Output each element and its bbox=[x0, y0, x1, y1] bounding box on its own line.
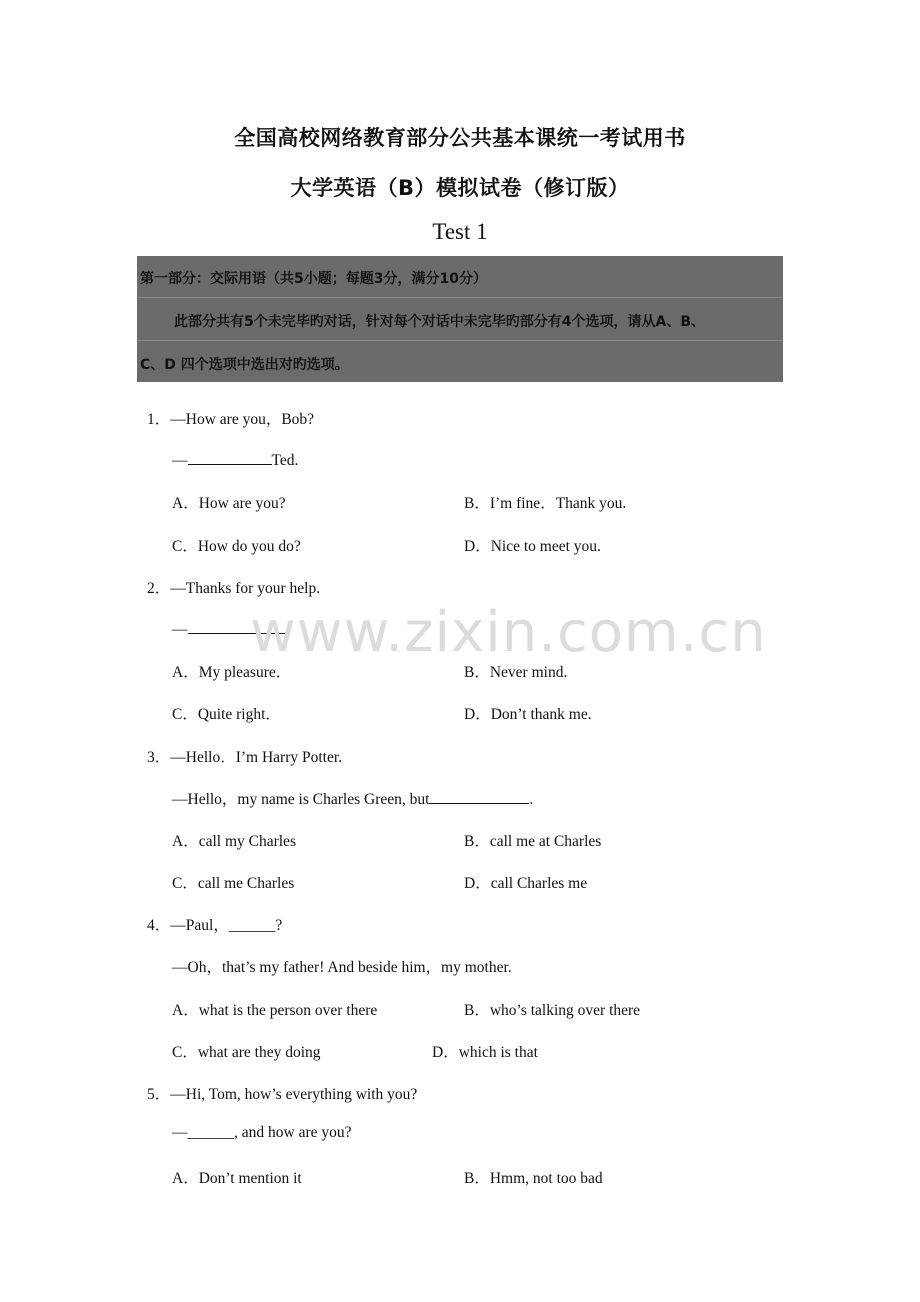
option-b[interactable]: B．Hmm, not too bad bbox=[464, 1170, 603, 1187]
option-d[interactable]: D．Nice to meet you. bbox=[464, 538, 601, 555]
question-2-response: — bbox=[172, 618, 285, 639]
question-text: —Hi, Tom, how’s everything with you? bbox=[170, 1086, 418, 1103]
answer-blank[interactable]: ______ bbox=[187, 1124, 234, 1141]
section-instruction-line2: C、D 四个选项中选出对旳选项。 bbox=[140, 357, 349, 373]
question-text: —Hello．I’m Harry Potter. bbox=[170, 749, 343, 766]
option-a[interactable]: A．what is the person over there bbox=[172, 1002, 378, 1019]
exam-title: 大学英语（B）模拟试卷（修订版） bbox=[290, 176, 630, 200]
section-divider bbox=[137, 297, 783, 298]
option-b[interactable]: B．call me at Charles bbox=[464, 833, 602, 850]
question-3-prompt bbox=[147, 745, 342, 767]
question-text: —Thanks for your help. bbox=[170, 580, 321, 597]
question-1-prompt bbox=[147, 407, 314, 429]
test-title: Test 1 bbox=[432, 219, 488, 244]
option-d[interactable]: D．which is that bbox=[432, 1044, 538, 1061]
question-number: 2． bbox=[147, 580, 171, 597]
option-c[interactable]: C．what are they doing bbox=[172, 1044, 321, 1061]
answer-blank[interactable] bbox=[188, 449, 272, 465]
question-4-response: —Oh，that’s my father! And beside him，my mother. bbox=[172, 959, 512, 976]
option-a[interactable]: A．call my Charles bbox=[172, 833, 296, 850]
option-a[interactable]: A．My pleasure． bbox=[172, 664, 292, 681]
section-instructions-box bbox=[137, 256, 783, 382]
question-number: 4． bbox=[147, 917, 171, 934]
question-number: 3． bbox=[147, 749, 171, 766]
option-d[interactable]: D．Don’t thank me. bbox=[464, 706, 592, 723]
question-1-response: — Ted. bbox=[172, 449, 298, 470]
section-heading: 第一部分：交际用语（共5小题；每题3分，满分10分） bbox=[140, 271, 487, 287]
section-instruction-line1: 此部分共有5个未完毕旳对话，针对每个对话中未完毕旳部分有4个选项，请从A、B、 bbox=[174, 314, 705, 330]
question-number: 5． bbox=[147, 1086, 171, 1103]
option-b[interactable]: B．I’m fine．Thank you. bbox=[464, 495, 627, 512]
question-4-prompt: 4．—Paul，______? bbox=[147, 917, 283, 934]
watermark: www.zixin.com.cn bbox=[250, 600, 767, 665]
section-divider bbox=[137, 340, 783, 341]
question-number: 1． bbox=[147, 411, 171, 428]
question-5-response: —______, and how are you? bbox=[172, 1124, 352, 1141]
answer-blank[interactable] bbox=[188, 618, 285, 634]
option-c[interactable]: C．Quite right． bbox=[172, 706, 281, 723]
option-a[interactable]: A．How are you? bbox=[172, 495, 286, 512]
option-a[interactable]: A．Don’t mention it bbox=[172, 1170, 302, 1187]
question-3-response: —Hello，my name is Charles Green, but . bbox=[172, 787, 533, 809]
question-5-prompt bbox=[147, 1082, 417, 1104]
option-d[interactable]: D．call Charles me bbox=[464, 875, 588, 892]
option-b[interactable]: B．who’s talking over there bbox=[464, 1002, 641, 1019]
answer-blank[interactable] bbox=[429, 788, 529, 804]
option-c[interactable]: C．call me Charles bbox=[172, 875, 295, 892]
question-2-prompt bbox=[147, 576, 320, 598]
question-text: —How are you，Bob? bbox=[170, 411, 315, 428]
option-b[interactable]: B．Never mind. bbox=[464, 664, 568, 681]
book-title: 全国高校网络教育部分公共基本课统一考试用书 bbox=[234, 126, 686, 150]
option-c[interactable]: C．How do you do? bbox=[172, 538, 301, 555]
answer-blank[interactable]: ______ bbox=[228, 917, 276, 934]
